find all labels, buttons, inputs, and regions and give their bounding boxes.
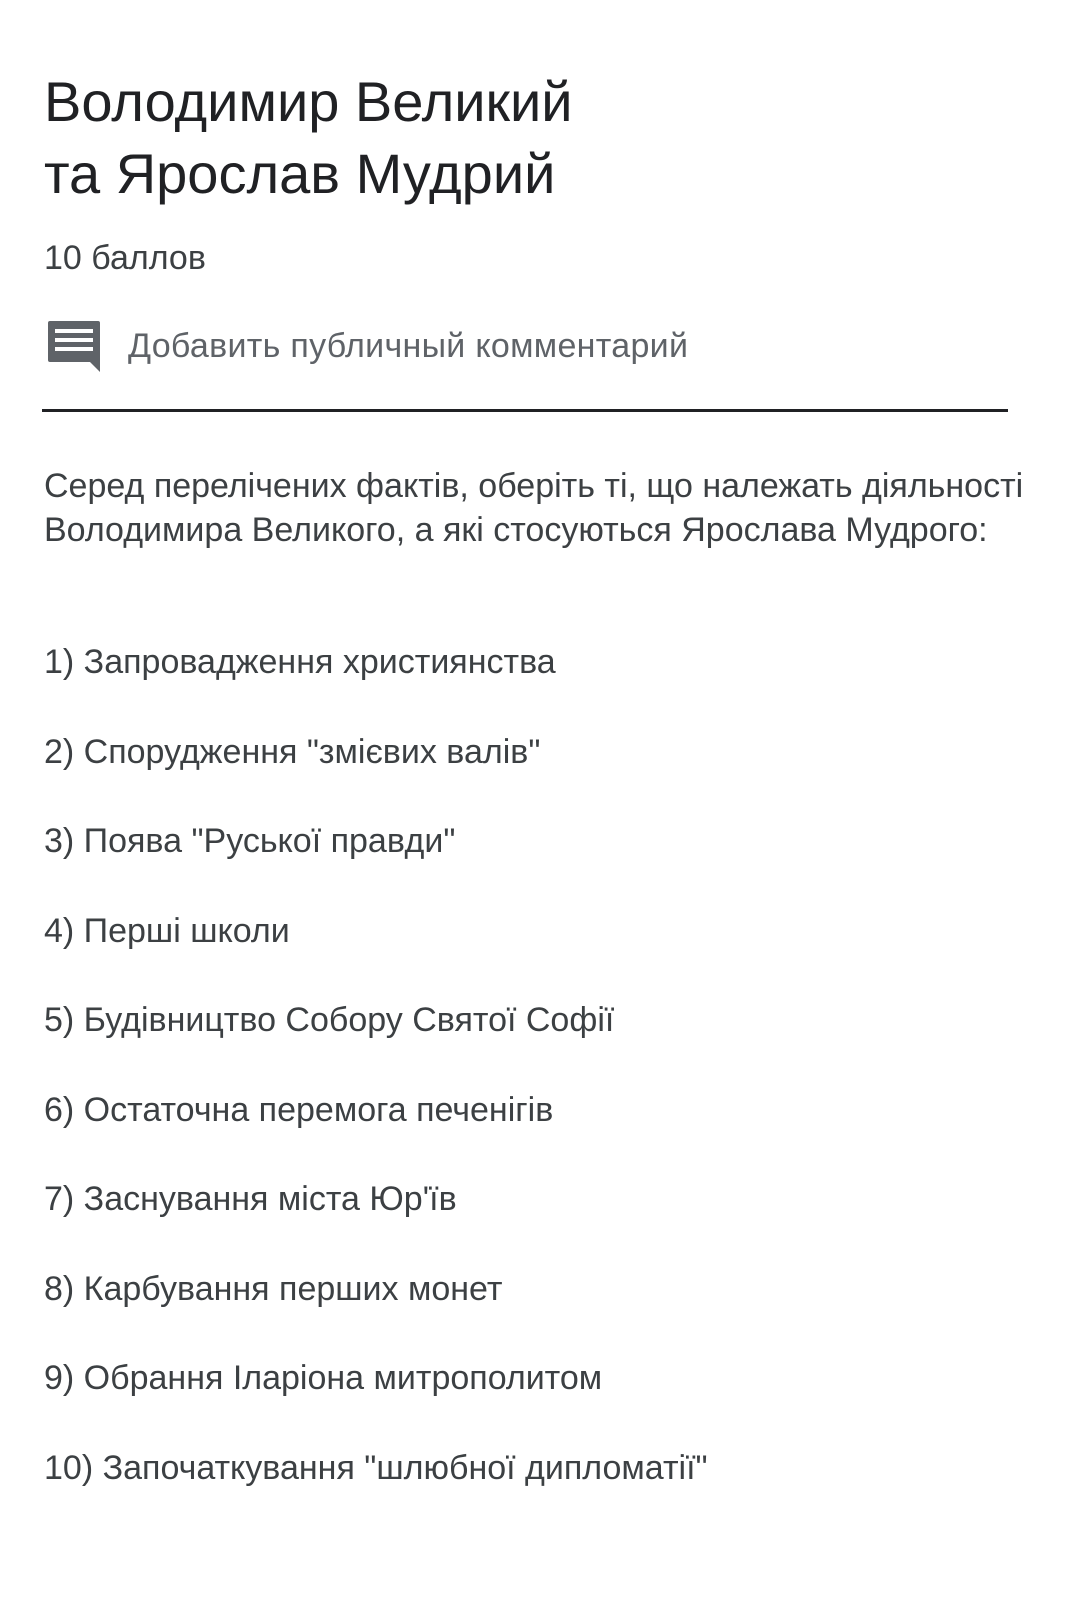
add-comment-label: Добавить публичный комментарий: [128, 327, 689, 365]
question-description: Серед перелічених фактів, оберіть ті, що належать діяльності Володимира Великого, а які стосуються Ярослава Мудрого:: [44, 467, 1024, 549]
fact-list: [44, 640, 1034, 1535]
fact-item-5: 5) Будівництво Собору Святої Софії: [44, 1001, 615, 1039]
points-label: 10 баллов: [44, 239, 206, 277]
question-title-line-2: та Ярослав Мудрий: [44, 142, 556, 205]
fact-item-7: 7) Заснування міста Юр'їв: [44, 1180, 457, 1218]
divider: [42, 409, 1008, 412]
question-title: [44, 66, 1004, 210]
comment-icon: [44, 316, 104, 376]
fact-item-9: 9) Обрання Іларіона митрополитом: [44, 1359, 603, 1397]
add-public-comment-button[interactable]: [44, 316, 1004, 376]
fact-item-1: 1) Запровадження християнства: [44, 643, 556, 681]
fact-item-3: 3) Поява "Руської правди": [44, 822, 456, 860]
fact-item-8: 8) Карбування перших монет: [44, 1269, 503, 1308]
fact-item-2: 2) Спорудження "змієвих валів": [44, 732, 541, 771]
fact-item-6: 6) Остаточна перемога печенігів: [44, 1090, 554, 1129]
fact-item-4: 4) Перші школи: [44, 911, 290, 950]
fact-item-10: 10) Започаткування "шлюбної дипломатії": [44, 1448, 708, 1487]
question-title-line-1: Володимир Великий: [44, 70, 573, 133]
